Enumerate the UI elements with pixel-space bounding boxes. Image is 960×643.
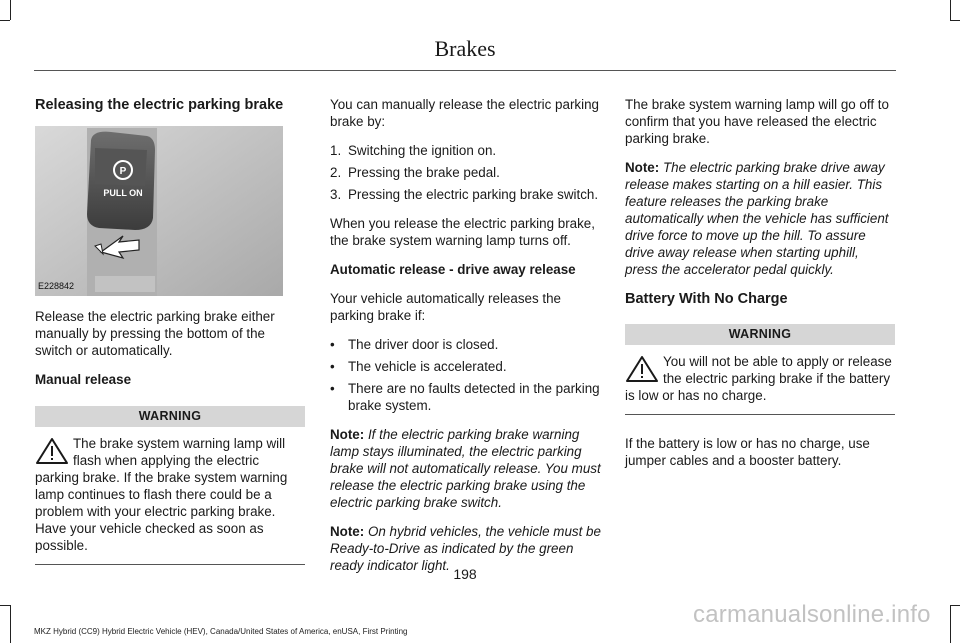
crop-mark — [10, 605, 11, 643]
header-divider — [34, 70, 896, 71]
warning-box — [625, 353, 895, 415]
paragraph: If the battery is low or has no charge, use jumper cables and a booster battery. — [625, 436, 870, 468]
subheading: Automatic release - drive away release — [330, 262, 576, 277]
warning-text: The brake system warning lamp will flash when applying the electric parking brake. If the brake system warning lamp continues to flash there could be a problem with your electric parking brake. Have your vehicle checked as soon as possible. — [35, 436, 288, 553]
page-title: Brakes — [434, 36, 496, 61]
switch-label: PULL ON — [103, 188, 143, 198]
warning-title: WARNING — [35, 406, 305, 427]
section-heading: Releasing the electric parking brake — [35, 97, 284, 113]
paragraph: Release the electric parking brake either manually by pressing the bottom of the switch or automatically. — [35, 309, 275, 358]
column-1 — [35, 96, 305, 585]
list-item: • The driver door is closed. — [330, 337, 499, 352]
crop-mark — [10, 0, 11, 20]
note: Note: On hybrid vehicles, the vehicle must be Ready-to-Drive as indicated by the green ready indicator light. — [330, 524, 601, 573]
list-item: 2. Pressing the brake pedal. — [330, 165, 500, 180]
crop-mark — [950, 0, 951, 20]
svg-text:P: P — [119, 166, 127, 177]
list-item: 1. Switching the ignition on. — [330, 143, 497, 158]
warning-box — [35, 435, 305, 565]
paragraph: You can manually release the electric parking brake by: — [330, 97, 599, 129]
section-heading: Battery With No Charge — [625, 291, 788, 307]
parking-brake-figure — [35, 126, 283, 296]
paragraph: The brake system warning lamp will go off to confirm that you have released the electric parking brake. — [625, 97, 889, 146]
crop-mark — [950, 605, 960, 606]
list-item: • The vehicle is accelerated. — [330, 359, 507, 374]
paragraph: When you release the electric parking brake, the brake system warning lamp turns off. — [330, 216, 595, 248]
step-list — [330, 142, 602, 203]
parking-brake-switch-illustration — [35, 126, 283, 296]
crop-mark — [950, 20, 960, 21]
crop-mark — [0, 20, 10, 21]
note: Note: The electric parking brake drive away release makes starting on a hill easier. This feature releases the parking brake automatically when the vehicle has sufficient drive force to move up the hill. To assure drive away release when starting uphill, press the accelerator pedal quickly. — [625, 160, 889, 277]
figure-label: E228842 — [38, 281, 75, 291]
column-2 — [330, 96, 602, 586]
watermark: carmanualsonline.info — [693, 601, 931, 628]
page-number: 198 — [453, 566, 477, 582]
warning-triangle-icon — [35, 437, 69, 465]
note: Note: If the electric parking brake warning lamp stays illuminated, the electric parking brake will not automatically release. You must release the electric parking brake using the electric parking brake switch. — [330, 427, 601, 510]
subheading: Manual release — [35, 372, 132, 387]
warning-triangle-icon — [625, 355, 659, 383]
paragraph: Your vehicle automatically releases the parking brake if: — [330, 291, 561, 323]
list-item: 3. Pressing the electric parking brake switch. — [330, 187, 599, 202]
warning-title: WARNING — [625, 324, 895, 345]
crop-mark — [0, 605, 10, 606]
column-3 — [625, 96, 895, 481]
list-item: • There are no faults detected in the parking brake system. — [330, 381, 600, 413]
crop-mark — [950, 605, 951, 643]
condition-list — [330, 336, 602, 414]
warning-text: You will not be able to apply or release the electric parking brake if the battery is low or has no charge. — [625, 354, 892, 403]
footer: MKZ Hybrid (CC9) Hybrid Electric Vehicle (HEV), Canada/United States of America, enUSA, First Printing — [34, 627, 408, 636]
